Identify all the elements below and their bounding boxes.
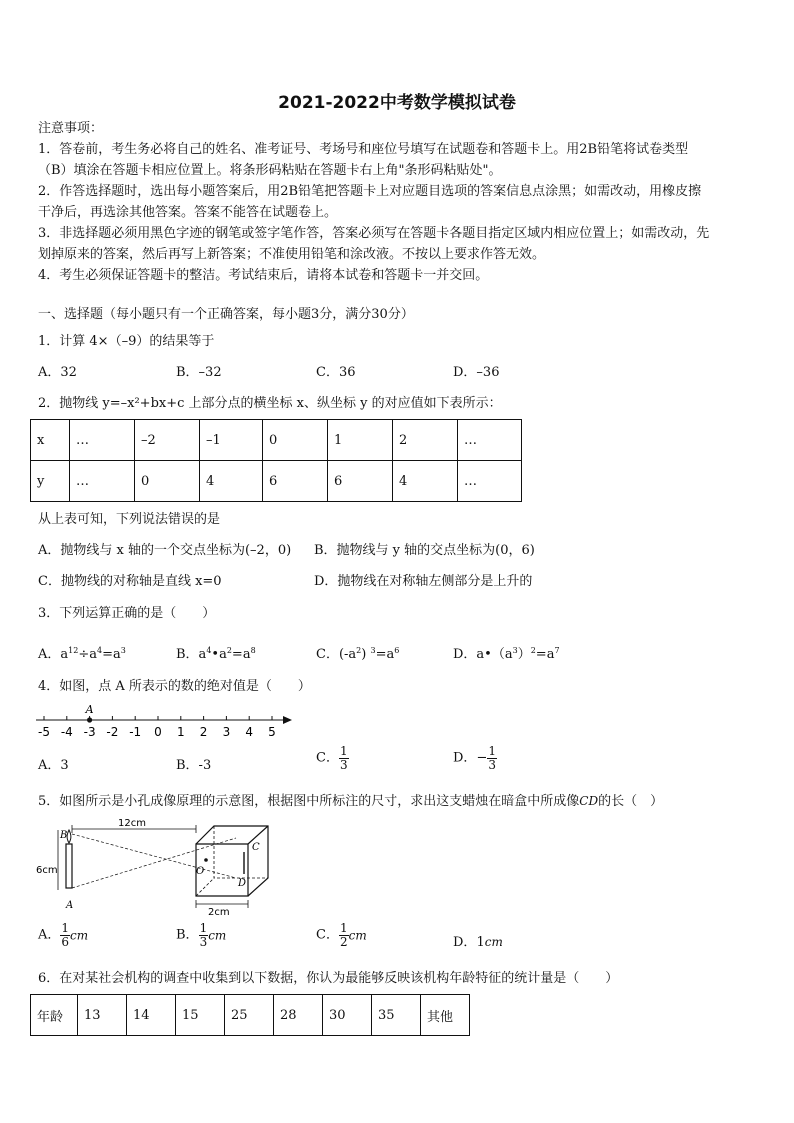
label-2cm: 2cm [208, 907, 230, 916]
number-line [30, 698, 300, 744]
notice-line: 1．答卷前，考生务必将自己的姓名、准考证号、考场号和座位号填写在试题卷和答题卡上。用2B铅笔将试卷类型 [38, 142, 689, 157]
q2-after-text: 从上表可知，下列说法错误的是 [38, 512, 221, 527]
number-line-tick-label: 1 [176, 725, 185, 739]
notice-line: 4．考生必须保证答题卡的整洁。考试结束后，请将本试卷和答题卡一并交回。 [38, 268, 489, 283]
notice-line: 3．非选择题必须用黑色字迹的钢笔或签字笔作答，答案必须写在答题卡各题目指定区域内相应位置上；如需改动，先 [38, 226, 710, 241]
table-cell: 13 [78, 995, 127, 1036]
table-cell: 0 [263, 420, 328, 461]
number-line-tick-label: -4 [60, 725, 73, 739]
table-cell: 0 [135, 461, 200, 502]
table-cell: … [70, 420, 135, 461]
q2-option-b[interactable]: B．抛物线与 y 轴的交点坐标为(0，6) [314, 543, 535, 558]
table-cell: 其他 [421, 995, 470, 1036]
number-line-tick-label: 5 [268, 725, 276, 739]
q4-option-c[interactable]: C． $\frac{1}{3}$ [316, 744, 348, 772]
number-line-tick-label: -1 [129, 725, 142, 739]
table-cell: 1 [328, 420, 393, 461]
q1-option-a[interactable]: A．32 [38, 365, 77, 380]
table-cell: 6 [263, 461, 328, 502]
light-ray-top [72, 834, 236, 878]
table-cell: 2 [393, 420, 458, 461]
table-cell: 14 [127, 995, 176, 1036]
q2-option-d[interactable]: D．抛物线在对称轴左侧部分是上升的 [314, 574, 533, 589]
label-c: C [252, 842, 260, 853]
section-heading: 一、选择题（每小题只有一个正确答案，每小题3分，满分30分） [38, 307, 414, 322]
notice-line: 2．作答选择题时，选出每小题答案后，用2B铅笔把答题卡上对应题目选项的答案信息点涂黑；如需改动，用橡皮擦 [38, 184, 702, 199]
pinhole-o [204, 858, 208, 862]
pinhole-diagram [36, 816, 276, 916]
number-line-tick-label: 0 [154, 725, 162, 739]
q2-option-a[interactable]: A．抛物线与 x 轴的一个交点坐标为(–2，0) [38, 543, 292, 558]
label-d: D [238, 878, 247, 889]
question-6-stem: 6．在对某社会机构的调查中收集到以下数据，你认为最能够反映该机构年龄特征的统计量是（ ） [38, 971, 619, 986]
q2-value-table [30, 419, 522, 502]
page-title: 2021-2022中考数学模拟试卷 [278, 93, 516, 113]
question-2-stem: 2．抛物线 y=–x²+bx+c 上部分点的横坐标 x、纵坐标 y 的对应值如下表所示： [38, 396, 502, 411]
table-cell: … [458, 461, 522, 502]
q3-option-d[interactable]: D．$a•(a^3)^2=a^7$ [453, 646, 560, 662]
table-cell: 28 [274, 995, 323, 1036]
table-cell: 15 [176, 995, 225, 1036]
q3-option-b[interactable]: B．$a^4•a^2=a^8$ [176, 646, 256, 662]
question-3-stem: 3．下列运算正确的是（ ） [38, 606, 216, 621]
q3-option-a[interactable]: A．$a^{12}\div a^4=a^3$ [38, 646, 126, 662]
number-line-tick-label: 3 [222, 725, 231, 739]
candle-flame [67, 830, 71, 843]
table-cell: 4 [393, 461, 458, 502]
q5-option-c[interactable]: C． $\frac{1}{2}$ cm [316, 921, 367, 949]
table-cell: 30 [323, 995, 372, 1036]
table-cell: 35 [372, 995, 421, 1036]
label-o: O [196, 866, 205, 877]
q1-option-b[interactable]: B．–32 [176, 365, 222, 380]
label-a: A [66, 900, 74, 911]
point-a-marker [87, 717, 92, 722]
notice-line: 划掉原来的答案，然后再写上新答案；不准使用铅笔和涂改液。不按以上要求作答无效。 [38, 247, 546, 262]
table-cell: y [31, 461, 70, 502]
q5-option-d[interactable]: D．1cm [453, 935, 503, 950]
question-1-stem: 1．计算 4×（–9）的结果等于 [38, 334, 215, 349]
q3-option-c[interactable]: C．$(-a^2)$ $^3=a^6$ [316, 646, 400, 662]
notice-line: 干净后，再选涂其他答案。答案不能答在试题卷上。 [38, 205, 338, 220]
point-a-label: A [85, 703, 94, 716]
table-cell: … [70, 461, 135, 502]
table-cell: 25 [225, 995, 274, 1036]
q4-option-a[interactable]: A．3 [38, 758, 69, 773]
notice-heading: 注意事项： [38, 121, 104, 136]
q4-option-b[interactable]: B．-3 [176, 758, 212, 773]
q5-option-b[interactable]: B． $\frac{1}{3}$ cm [176, 921, 227, 949]
q2-option-c[interactable]: C．抛物线的对称轴是直线 x=0 [38, 574, 222, 589]
q5-option-a[interactable]: A． $\frac{1}{6}$ cm [38, 921, 89, 949]
number-line-arrow [283, 716, 292, 724]
number-line-ticks [38, 716, 276, 739]
table-cell: 6 [328, 461, 393, 502]
question-5-stem: 5．如图所示是小孔成像原理的示意图，根据图中所标注的尺寸，求出这支蜡烛在暗盒中所成像CD的长（ ） [38, 794, 664, 809]
number-line-tick-label: -2 [106, 725, 119, 739]
q1-option-c[interactable]: C．36 [316, 365, 356, 380]
table-cell: 4 [200, 461, 263, 502]
q4-option-d[interactable]: D．− $\frac{1}{3}$ [453, 744, 496, 772]
number-line-tick-label: 2 [199, 725, 208, 739]
table-cell: … [458, 420, 522, 461]
table-cell: –2 [135, 420, 200, 461]
table-cell: 年龄 [31, 995, 78, 1036]
q1-option-d[interactable]: D．–36 [453, 365, 500, 380]
number-line-tick-label: 4 [245, 725, 254, 739]
number-line-tick-label: -5 [38, 725, 50, 739]
candle-body [66, 844, 72, 888]
label-12cm: 12cm [118, 818, 146, 829]
notice-line: （B）填涂在答题卡相应位置上。将条形码粘贴在答题卡右上角"条形码粘贴处"。 [38, 163, 502, 178]
table-cell: x [31, 420, 70, 461]
table-cell: –1 [200, 420, 263, 461]
label-b: B [60, 830, 68, 841]
q6-age-table [30, 994, 470, 1036]
label-6cm: 6cm [36, 865, 58, 876]
number-line-tick-label: -3 [83, 725, 96, 739]
question-4-stem: 4．如图，点 A 所表示的数的绝对值是（ ） [38, 679, 311, 694]
